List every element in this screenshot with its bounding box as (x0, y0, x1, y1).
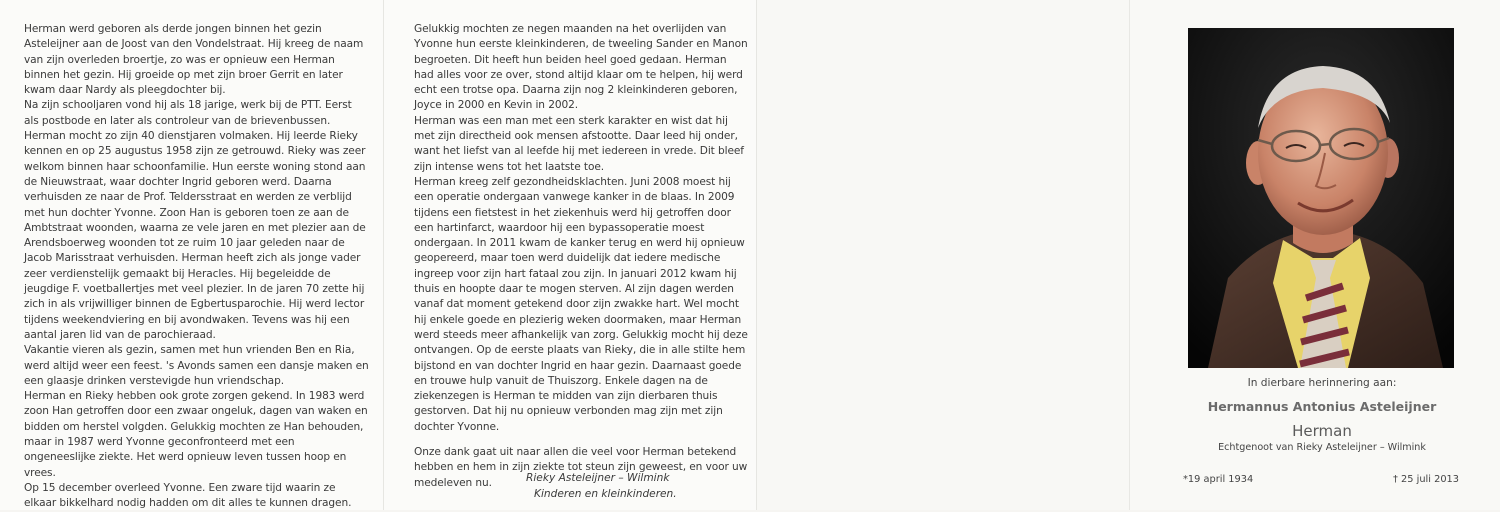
death-date: † 25 juli 2013 (1393, 474, 1460, 485)
spouse-line: Echtgenoot van Rieky Asteleijner – Wilmink (1218, 442, 1426, 453)
birth-date: *19 april 1934 (1183, 474, 1254, 485)
card-panel-biography-2 (384, 0, 757, 510)
biography-paragraph: Gelukkig mochten ze negen maanden na het overlijden van Yvonne hun eerste kleinkinderen, de tweeling Sander en Manon begroeten. Dit heeft hun beiden heel goed gedaan. Herman had alles voor ze over, stond altijd klaar om te helpen, hij werd echt een trotse opa. Daarna zijn nog 2 kleinkinderen geboren, Joyce in 2000 en Kevin in 2002. (414, 23, 748, 112)
card-panel-front (1130, 0, 1500, 510)
biography-paragraph: Herman was een man met een sterk karakter en wist dat hij met zijn directheid ook mensen afstootte. Daar leed hij onder, want het liefst van al leefde hij met iedereen in vrede. Dit bleef zijn intense wens tot het laatste toe. (414, 114, 744, 173)
signature-family: Kinderen en kleinkinderen. (534, 488, 677, 500)
card-panel-blank (757, 0, 1130, 510)
deceased-first-name: Herman (1292, 422, 1352, 440)
memorial-intro: In dierbare herinnering aan: (1247, 377, 1397, 389)
thanks-paragraph: Onze dank gaat uit naar allen die veel voor Herman betekend hebben en hem in zijn ziekte tot steun zijn geweest, en voor uw medeleven nu. (414, 446, 748, 489)
biography-text-2 (414, 22, 749, 491)
card-panel-biography-1 (0, 0, 384, 510)
biography-paragraph: Op 15 december overleed Yvonne. Een zware tijd waarin ze elkaar bikkelhard nodig hadden om dit alles te kunnen dragen. (24, 481, 352, 510)
biography-paragraph: Herman en Rieky hebben ook grote zorgen gekend. In 1983 werd zoon Han getroffen door een zwaar ongeluk, dagen van waken en bidden om herstel volgden. Gelukkig mochten ze Han behouden, maar in 1987 werd Yvonne geconfronteerd met een ongeneeslijke ziekte. Het werd opnieuw leven tussen hoop en vrees. (24, 390, 368, 479)
biography-paragraph: Herman kreeg zelf gezondheidsklachten. Juni 2008 moest hij een operatie ondergaan vanwege kanker in de blaas. In 2009 tijdens een fietstest in het ziekenhuis werd hij getroffen door een hartinfarct, waardoor hij een bypassoperatie moest ondergaan. In 2011 kwam de kanker terug en werd hij opnieuw geopereerd, maar toen werd duidelijk dat iedere medische ingreep voor zijn hart fataal zou zijn. In januari 2012 kwam hij thuis en hoopte daar te mogen sterven. Al zijn dagen werden vanaf dat moment getekend door zijn zwakke hart. Wel mocht hij enkele goede en plezierig weken doormaken, maar Herman werd steeds meer afhankelijk van zorg. Gelukkig mocht hij deze ontvangen. Op de eerste plaats van Rieky, die in alle stilte hem bijstond en van dochter Ingrid en haar gezin. Daarnaast goede en trouwe hulp vanuit de Thuiszorg. Enkele dagen na de ziekenzegen is Herman te midden van zijn dierbaren thuis gestorven. Dat hij nu opnieuw verbonden mag zijn met zijn dochter Yvonne. (414, 175, 748, 433)
deceased-full-name: Hermannus Antonius Asteleijner (1207, 399, 1437, 414)
signature-names: Rieky Asteleijner – Wilmink (526, 472, 670, 484)
biography-paragraph: Na zijn schooljaren vond hij als 18 jarige, werk bij de PTT. Eerst als postbode en later als controleur van de brievenbussen. Herman mocht zo zijn 40 dienstjaren volmaken. Hij leerde Rieky kennen en op 25 augustus 1958 zijn ze getrouwd. Rieky was zeer welkom binnen haar schoonfamilie. Hun eerste woning stond aan de Nieuwstraat, waar dochter Ingrid geboren werd. Daarna verhuisden ze naar de Prof. Teldersstraat en werden ze verblijd met hun dochter Yvonne. Zoon Han is geboren toen ze aan de Ambtstraat woonden, waarna ze vele jaren en met plezier aan de Arendsboerweg woonden tot ze ruim 10 jaar geleden naar de Jacob Marisstraat verhuisden. Herman heeft zich als jonge vader zeer verdienstelijk gemaakt bij Heracles. Hij begeleidde de jeugdige F. voetballertjes met veel plezier. In de jaren 70 zette hij zich in als vrijwilliger binnen de Egbertusparochie. Hij werd lector tijdens weekendviering en bij avondwaken. Tevens was hij een aantal jaren lid van de parochieraad. (24, 99, 366, 341)
portrait-photo (1188, 28, 1454, 368)
biography-paragraph: Vakantie vieren als gezin, samen met hun vrienden Ben en Ria, werd altijd weer een feest. 's Avonds samen een dansje maken en een glaasje drinken verstevigde hun vriendschap. (24, 344, 369, 387)
biography-paragraph: Herman werd geboren als derde jongen binnen het gezin Asteleijner aan de Joost van den Vondelstraat. Hij kreeg de naam van zijn overleden broertje, zo was er opnieuw een Herman binnen het gezin. Hij groeide op met zijn broer Gerrit en later kwam daar Nardy als pleegdochter bij. (24, 23, 364, 97)
biography-text-1 (24, 22, 369, 512)
